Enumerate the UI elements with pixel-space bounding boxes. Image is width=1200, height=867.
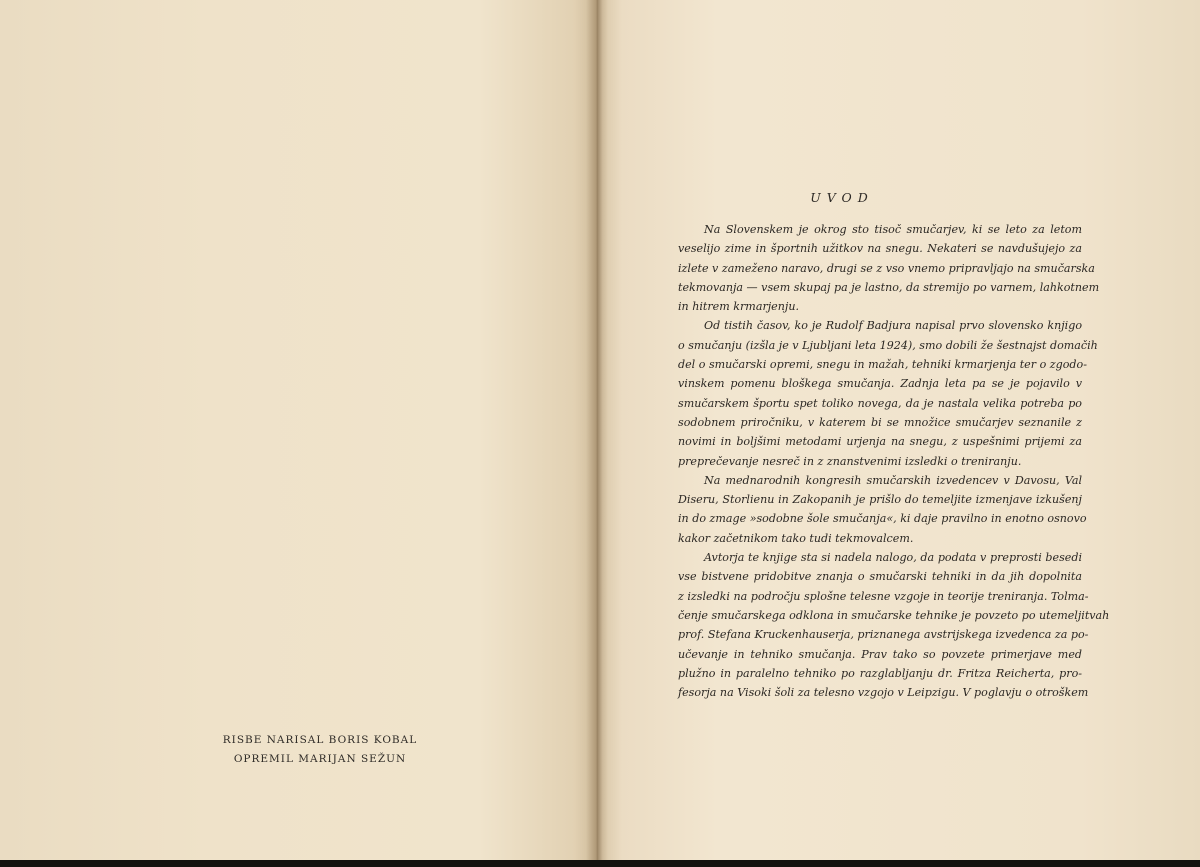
text-line: veselijo zime in športnih užitkov na snegu. Nekateri se navdušujejo za <box>678 242 1082 256</box>
text-line: sodobnem priročniku, v katerem bi se množice smučarjev seznanile z <box>678 415 1082 429</box>
text-line: in do zmage »sodobne šole smučanja«, ki daje pravilno in enotno osnovo <box>678 512 1087 526</box>
text-line: in hitrem krmarjenju. <box>678 300 800 314</box>
text-line: smučarskem športu spet toliko novega, da je nastala velika potreba po <box>678 396 1082 410</box>
introduction-text <box>678 220 1110 702</box>
text-line: kakor začetnikom tako tudi tekmovalcem. <box>678 531 914 545</box>
credit-line-illustrations: RISBE NARISAL BORIS KOBAL <box>222 734 418 746</box>
illustration-credits <box>200 731 440 769</box>
text-line: z izsledki na področju splošne telesne vzgoje in teorije treniranja. Tolma- <box>678 589 1089 603</box>
text-line: Od tistih časov, ko je Rudolf Badjura napisal prvo slovensko knjigo <box>704 319 1082 333</box>
text-line: čenje smučarskega odklona in smučarske tehnike je povzeto po utemeljitvah <box>678 608 1110 622</box>
text-line: del o smučarski opremi, snegu in mažah, tehniki krmarjenja ter o zgodo- <box>678 358 1087 372</box>
text-line: preprečevanje nesreč in z znanstvenimi izsledki o treniranju. <box>678 454 1022 468</box>
scan-edge <box>0 860 1200 867</box>
text-line: Na Slovenskem je okrog sto tisoč smučarjev, ki se leto za letom <box>704 223 1082 236</box>
text-line: učevanje in tehniko smučanja. Prav tako so povzete primerjave med <box>678 647 1082 661</box>
left-page <box>0 0 598 860</box>
text-line: vinskem pomenu bloškega smučanja. Zadnja leta pa se je pojavilo v <box>678 377 1082 391</box>
text-line: Avtorja te knjige sta si nadela nalogo, da podata v preprosti besedi <box>704 551 1082 565</box>
text-line: vse bistvene pridobitve znanja o smučarski tehniki in da jih dopolnita <box>678 570 1082 584</box>
chapter-heading: UVOD <box>810 190 874 205</box>
book-gutter <box>586 0 608 860</box>
text-line: tekmovanja — vsem skupaj pa je lastno, da stremijo po varnem, lahkotnem <box>678 280 1100 294</box>
text-line: Na mednarodnih kongresih smučarskih izvedencev v Davosu, Val <box>704 473 1082 487</box>
credit-line-design: OPREMIL MARIJAN SEŽUN <box>233 753 407 765</box>
text-line: Diseru, Storlienu in Zakopanih je prišlo do temeljite izmenjave izkušenj <box>678 493 1082 507</box>
text-line: izlete v zameženo naravo, drugi se z vso vnemo pripravljajo na smučarska <box>678 261 1095 275</box>
text-line: fesorja na Visoki šoli za telesno vzgojo v Leipzigu. V poglavju o otroškem <box>678 686 1089 700</box>
text-line: o smučanju (izšla je v Ljubljani leta 1924), smo dobili že šestnajst domačih <box>678 338 1098 352</box>
text-line: novimi in boljšimi metodami urjenja na snegu, z uspešnimi prijemi za <box>678 435 1082 449</box>
text-line: prof. Stefana Kruckenhauserja, priznanega avstrijskega izvedenca za po- <box>678 628 1089 642</box>
text-line: plužno in paralelno tehniko po razglabljanju dr. Fritza Reicherta, pro- <box>678 666 1082 680</box>
